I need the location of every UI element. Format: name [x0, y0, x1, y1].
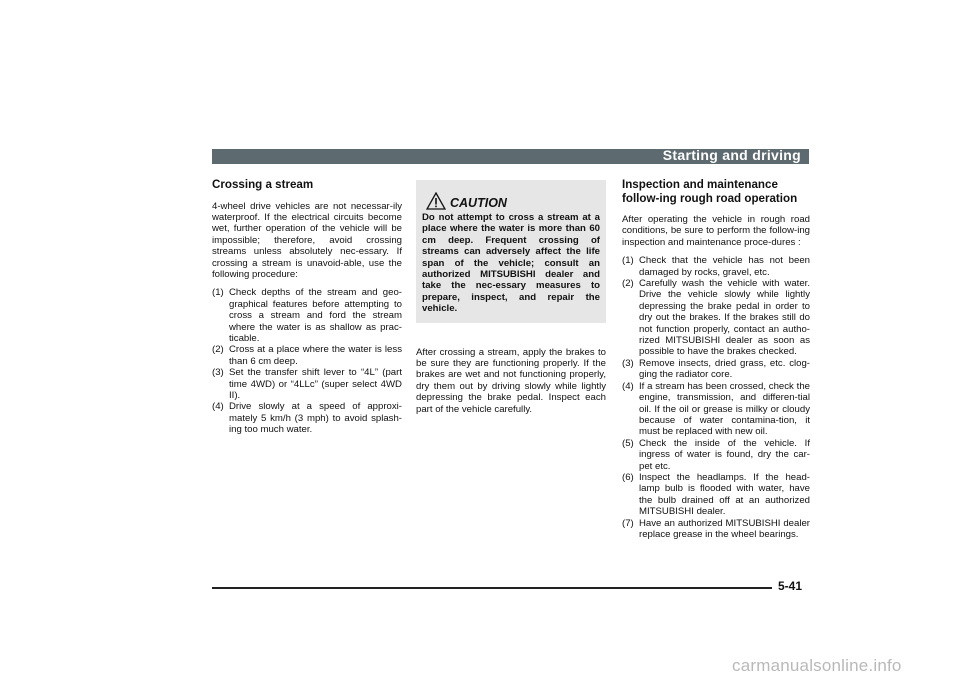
section-title: Starting and driving [662, 147, 801, 163]
list-item: (5) Check the inside of the vehicle. If ingress of water is found, dry the car-pet etc. [622, 437, 810, 472]
inspection-column [622, 178, 810, 540]
list-item: (2) Carefully wash the vehicle with water. Drive the vehicle slowly while lightly depressing the brake pedal in order to dry out the brakes. If the brakes still do not function properly, contact an autho-rized MITSUBISHI dealer as soon as possible to have the brakes checked. [622, 278, 810, 358]
list-item: (4) Drive slowly at a speed of approxi-mately 5 km/h (3 mph) to avoid splash-ing too much water. [212, 401, 402, 436]
section-header-bar [212, 149, 809, 164]
crossing-steps-list [212, 287, 402, 435]
list-item: (1) Check that the vehicle has not been damaged by rocks, gravel, etc. [622, 255, 810, 278]
crossing-stream-column [212, 178, 402, 436]
list-item: (4) If a stream has been crossed, check the engine, transmission, and differen-tial oil. If the oil or grease is milky or cloudy because of water contamina-tion, it must be replaced with new oil. [622, 380, 810, 438]
list-item: (1) Check depths of the stream and geo-graphical features before attempting to cross a stream and ford the stream where the water is as shallow as prac-ticable. [212, 287, 402, 344]
warning-triangle-icon [426, 192, 446, 210]
caution-text: Do not attempt to cross a stream at a place where the water is more than 60 cm deep. Frequent crossing of streams can adversely affect the life span of the vehicle; consult an authorized MITSUBISHI dealer and take the nec-essary measures to prepare, inspect, and repair the vehicle. [422, 212, 600, 315]
after-crossing-text: After crossing a stream, apply the brakes to be sure they are functioning properly. If the brakes are wet and not functioning properly, dry them out by driving slowly while lightly depressing the brake pedal. Inspect each part of the vehicle carefully. [416, 346, 606, 415]
crossing-stream-intro: 4-wheel drive vehicles are not necessar-ily waterproof. If the electrical circuits become wet, further operation of the vehicle will be impossible; therefore, avoid crossing streams unless absolutely nec-essary. If crossing a stream is unavoid-able, use the following procedure: [212, 200, 402, 280]
inspection-steps-list [622, 255, 810, 540]
footer-rule [212, 587, 772, 589]
caution-column [416, 180, 606, 415]
caution-label: CAUTION [450, 196, 507, 210]
caution-box [416, 180, 606, 323]
watermark: carmanualsonline.info [732, 656, 902, 675]
list-item: (7) Have an authorized MITSUBISHI dealer replace grease in the wheel bearings. [622, 517, 810, 540]
page-number: 5-41 [778, 579, 803, 593]
list-item: (6) Inspect the headlamps. If the head-lamp bulb is flooded with water, have the bulb drained off at an authorized MITSUBISHI dealer. [622, 471, 810, 518]
list-item: (3) Remove insects, dried grass, etc. clog-ging the radiator core. [622, 357, 810, 381]
inspection-title: Inspection and maintenance follow-ing rough road operation [622, 178, 798, 205]
caution-heading [426, 192, 600, 210]
list-item: (2) Cross at a place where the water is less than 6 cm deep. [212, 344, 402, 367]
crossing-stream-title: Crossing a stream [212, 178, 314, 191]
inspection-intro: After operating the vehicle in rough road conditions, be sure to perform the follow-ing inspection and maintenance proce-dures : [622, 214, 810, 248]
list-item: (3) Set the transfer shift lever to “4L” (part time 4WD) or “4LLc” (super select 4WD II). [212, 367, 402, 401]
